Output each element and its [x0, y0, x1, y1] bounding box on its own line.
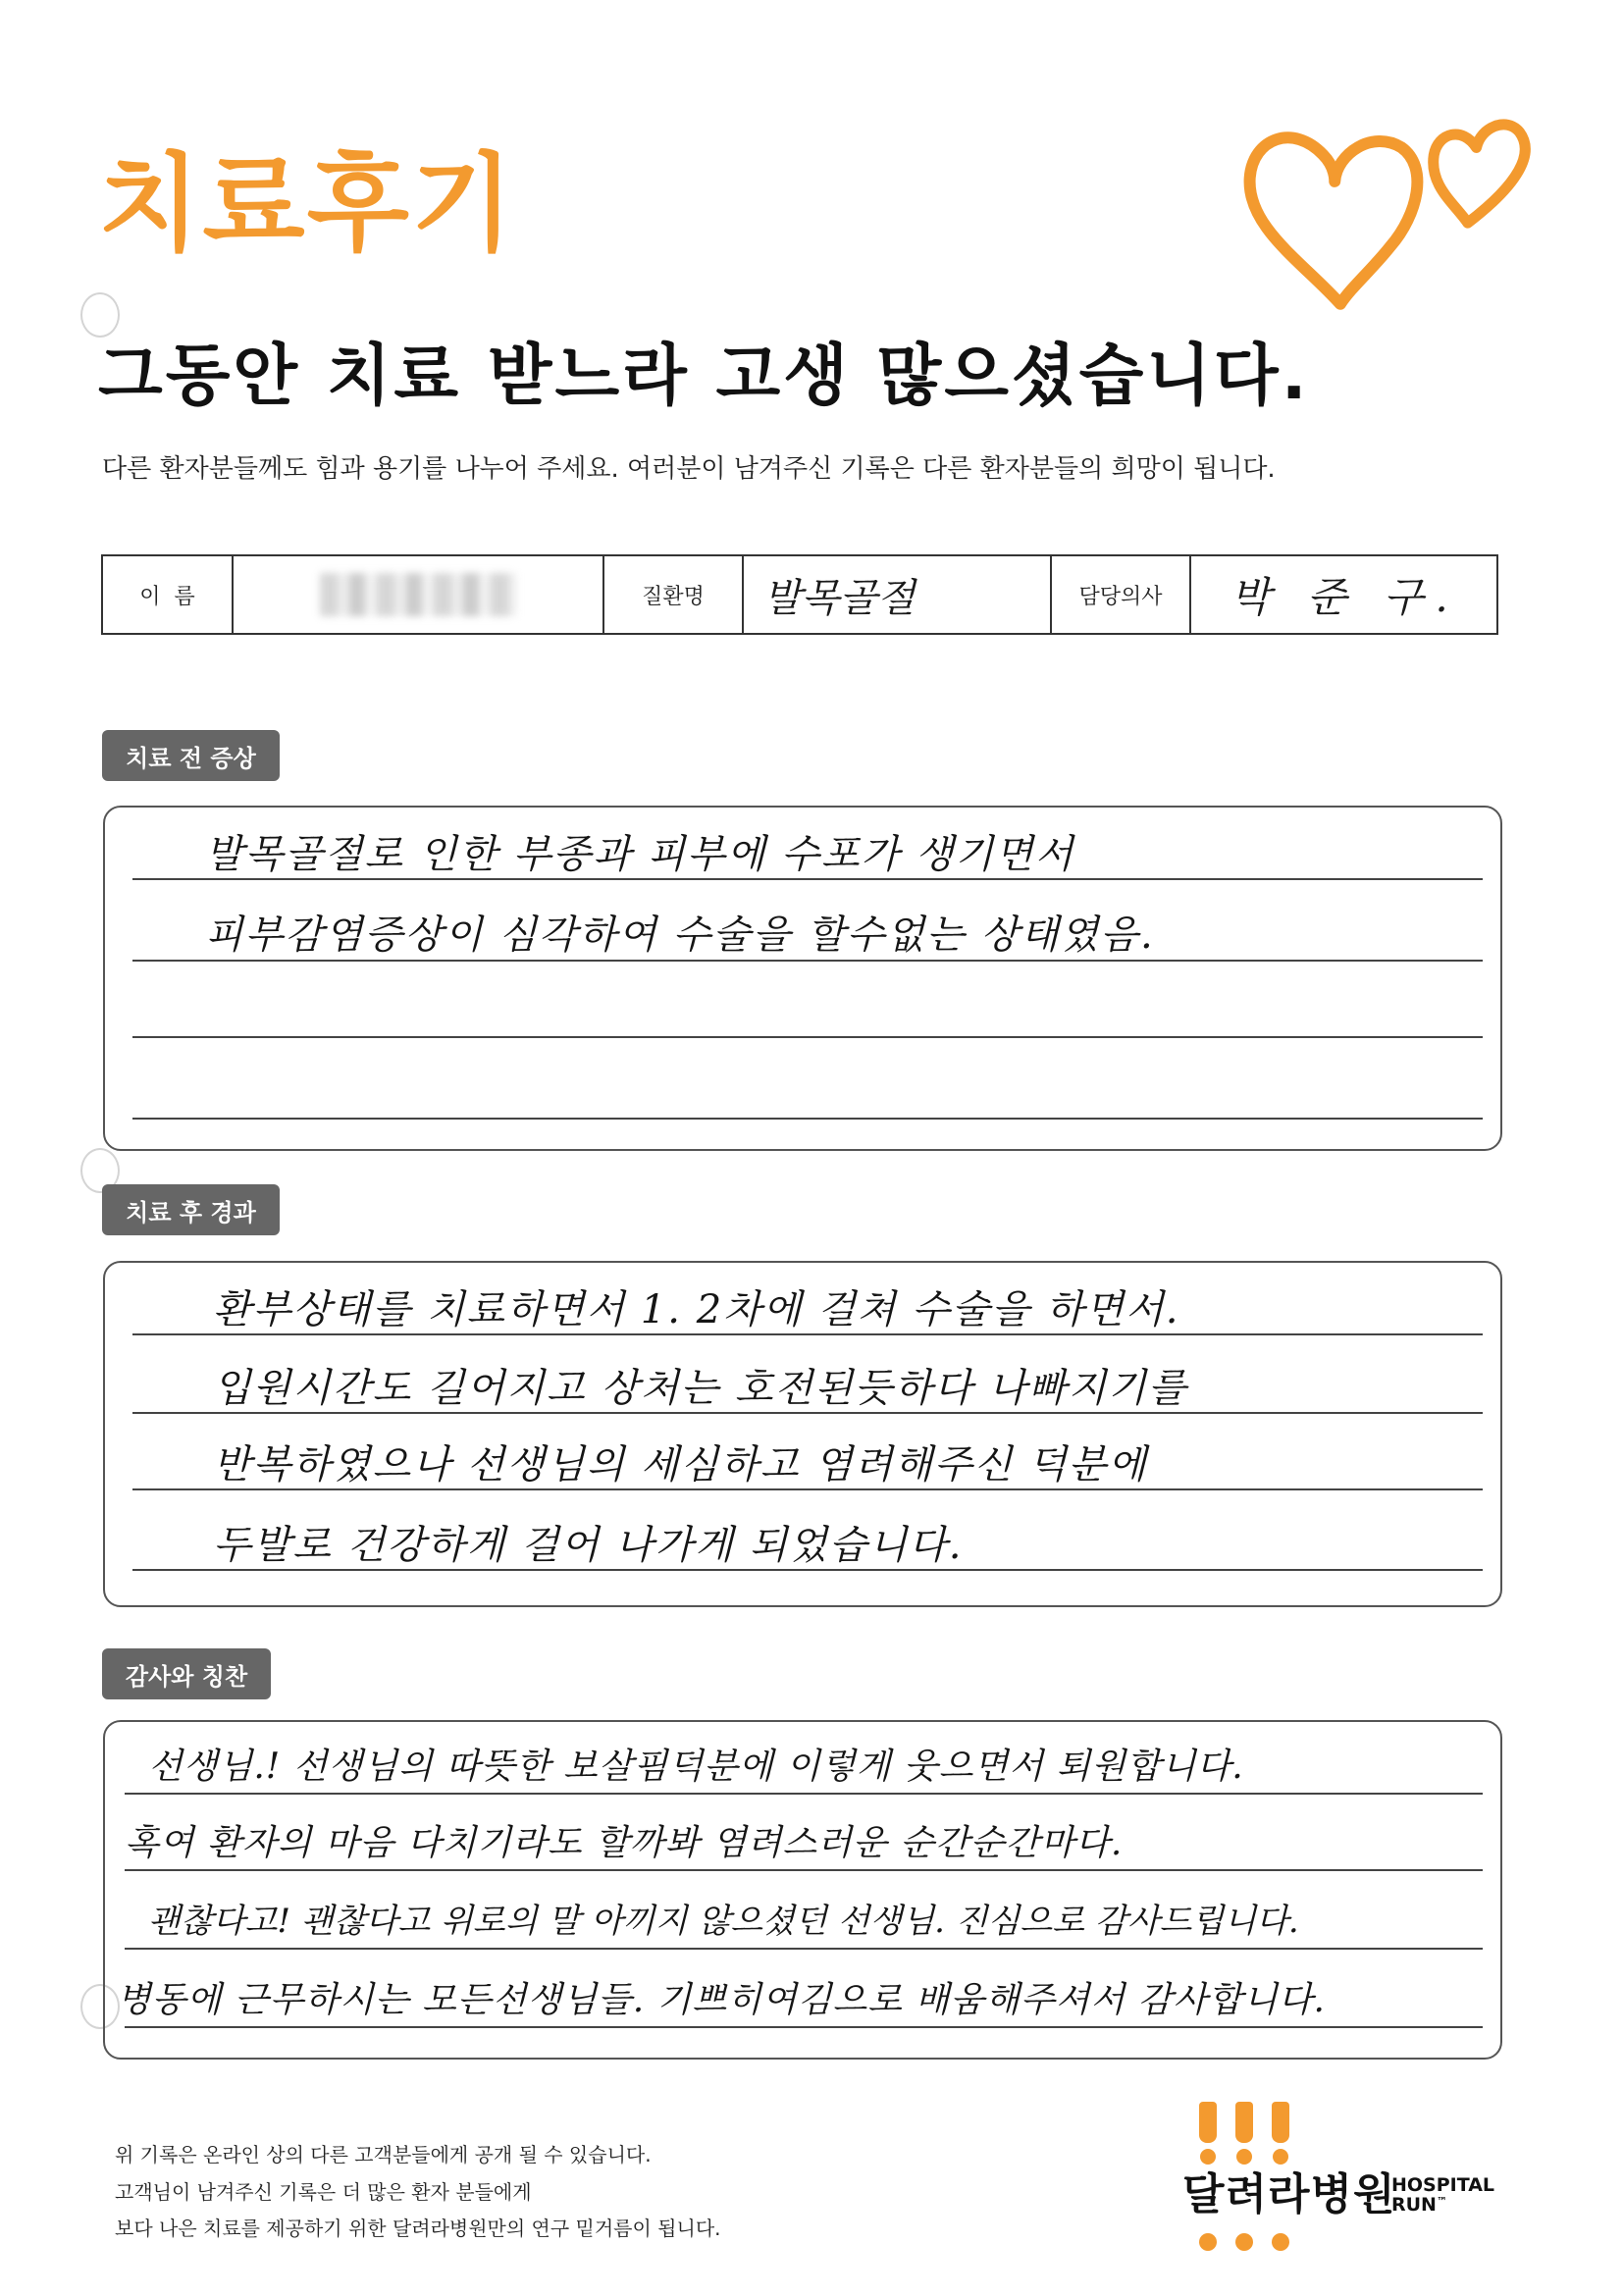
exclamation-mark-icon — [1235, 2102, 1253, 2163]
logo-en-run: RUN — [1391, 2193, 1437, 2216]
name-label: 이 름 — [139, 584, 195, 609]
after-line-4: 두발로 건강하게 걸어 나가게 되었습니다. — [213, 1523, 964, 1568]
section-tag-after: 치료 후 경과 — [102, 1184, 280, 1235]
footer-note-3: 보다 나은 치료를 제공하기 위한 달려라병원만의 연구 밑거름이 됩니다. — [115, 2217, 721, 2240]
after-line-1: 환부상태를 치료하면서 1. 2차에 걸쳐 수술을 하면서. — [213, 1287, 1180, 1332]
after-line-2: 입원시간도 길어지고 상처는 호전된듯하다 나빠지기를 — [213, 1366, 1188, 1411]
thanks-line-2: 혹여 환자의 마음 다치기라도 할까봐 염려스러운 순간순간마다. — [125, 1823, 1124, 1863]
doctor-label-cell — [1052, 556, 1191, 633]
disease-label-cell — [604, 556, 744, 633]
ruled-line — [125, 1793, 1483, 1795]
exclamation-dot-icon — [1235, 2229, 1253, 2255]
ruled-line — [132, 1333, 1483, 1335]
before-line-2: 피부감염증상이 심각하여 수술을 할수없는 상태였음. — [205, 913, 1155, 958]
exclamation-mark-icon — [1272, 2102, 1289, 2163]
exclamation-dot-icon — [1199, 2229, 1217, 2255]
before-line-1: 발목골절로 인한 부종과 피부에 수포가 생기면서 — [205, 832, 1075, 877]
logo-exclamation-bottom — [1199, 2229, 1303, 2259]
subline: 다른 환자분들께도 힘과 용기를 나누어 주세요. 여러분이 남겨주신 기록은 다른 환자분들의 희망이 됩니다. — [102, 454, 1276, 484]
hearts-decoration — [1231, 103, 1555, 329]
doctor-value: 박 준 구. — [1230, 573, 1460, 621]
section-tag-before: 치료 전 증상 — [102, 730, 280, 781]
disease-value-cell — [744, 556, 1052, 633]
after-line-3: 반복하였으나 선생님의 세심하고 염려해주신 덕분에 — [213, 1442, 1148, 1487]
before-box — [103, 806, 1502, 1151]
thanks-line-1: 선생님.! 선생님의 따뜻한 보살핌덕분에 이렇게 웃으면서 퇴원합니다. — [148, 1747, 1244, 1787]
logo-name: 달려라병원 — [1182, 2169, 1396, 2219]
footer-note-1: 위 기록은 온라인 상의 다른 고객분들에게 공개 될 수 있습니다. — [115, 2143, 652, 2166]
ruled-line — [132, 1488, 1483, 1490]
binder-hole — [80, 292, 120, 338]
doctor-label: 담당의사 — [1078, 584, 1163, 609]
logo-en-line-1: HOSPITAL — [1391, 2174, 1495, 2196]
thanks-line-4: 병동에 근무하시는 모든선생님들. 기쁘히여김으로 배움해주셔서 감사합니다. — [117, 1980, 1326, 2020]
ruled-line — [132, 1412, 1483, 1414]
heart-icon — [1428, 121, 1536, 227]
section-tag-thanks: 감사와 칭찬 — [102, 1648, 271, 1699]
ruled-line — [132, 878, 1483, 880]
page-title: 치료후기 — [98, 143, 516, 266]
exclamation-mark-icon — [1199, 2102, 1217, 2163]
logo-english — [1391, 2176, 1509, 2216]
headline: 그동안 치료 받느라 고생 많으셨습니다. — [98, 338, 1310, 415]
disease-label: 질환명 — [642, 584, 705, 609]
logo-en-line-2 — [1391, 2193, 1509, 2216]
ruled-line — [125, 1948, 1483, 1950]
ruled-line — [132, 1569, 1483, 1571]
thanks-line-3: 괜찮다고! 괜찮다고 위로의 말 아끼지 않으셨던 선생님. 진심으로 감사드립니다. — [148, 1902, 1299, 1941]
name-value-cell — [234, 556, 604, 633]
ruled-line — [125, 2026, 1483, 2028]
redacted-name — [320, 573, 516, 616]
ruled-line — [132, 1118, 1483, 1120]
ruled-line — [132, 1036, 1483, 1038]
name-label-cell — [103, 556, 234, 633]
thanks-box — [103, 1720, 1502, 2060]
disease-value: 발목골절 — [763, 575, 916, 621]
doctor-value-cell — [1191, 556, 1496, 633]
logo-tm: ™ — [1436, 2194, 1447, 2208]
heart-icon — [1246, 129, 1425, 309]
after-box — [103, 1261, 1502, 1607]
logo-exclamation-top — [1199, 2102, 1303, 2166]
footer-note-2: 고객님이 남겨주신 기록은 더 많은 환자 분들에게 — [115, 2180, 532, 2204]
info-table — [101, 554, 1498, 635]
exclamation-dot-icon — [1272, 2229, 1289, 2255]
ruled-line — [125, 1869, 1483, 1871]
ruled-line — [132, 960, 1483, 962]
